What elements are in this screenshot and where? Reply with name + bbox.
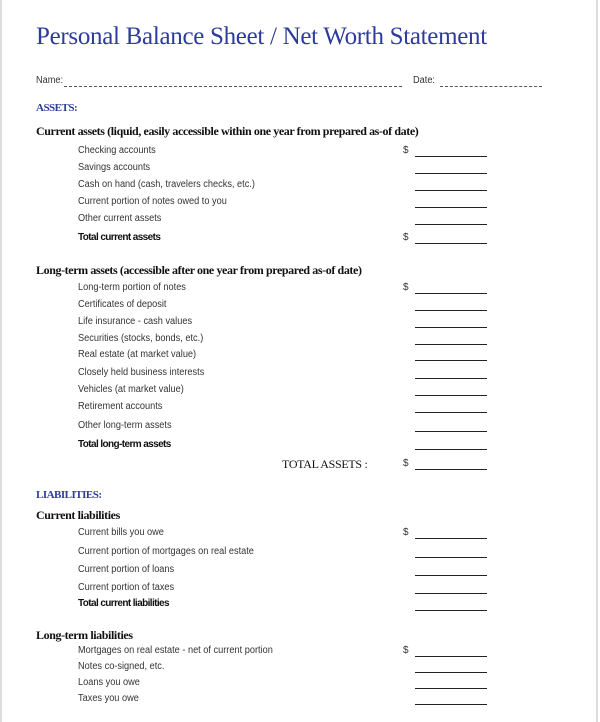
amount-field[interactable] (415, 156, 487, 157)
line-item-label: Loans you owe (78, 677, 140, 688)
current-liabilities-heading: Current liabilities (36, 508, 120, 522)
amount-field[interactable] (415, 360, 487, 361)
amount-field[interactable] (415, 173, 487, 174)
line-item-label: Mortgages on real estate - net of current portion (78, 645, 273, 656)
dollar-sign: $ (403, 458, 409, 469)
line-item-label: Taxes you owe (78, 693, 139, 704)
dollar-sign: $ (403, 145, 409, 156)
amount-field[interactable] (415, 207, 487, 208)
amount-field[interactable] (415, 327, 487, 328)
total-current-assets-field[interactable] (415, 243, 487, 244)
line-item-label: Closely held business interests (78, 367, 205, 378)
dollar-sign: $ (403, 645, 409, 656)
name-field[interactable] (64, 86, 402, 87)
amount-field[interactable] (415, 672, 487, 673)
amount-field[interactable] (415, 575, 487, 576)
dollar-sign: $ (403, 527, 409, 538)
line-item-label: Life insurance - cash values (78, 316, 193, 327)
line-item-label: Cash on hand (cash, travelers checks, etc.) (78, 179, 255, 190)
line-item-label: Securities (stocks, bonds, etc.) (78, 333, 204, 344)
date-label: Date: (413, 75, 435, 86)
amount-field[interactable] (415, 593, 487, 594)
long-term-liabilities-heading: Long-term liabilities (36, 628, 133, 642)
date-field[interactable] (440, 86, 542, 87)
line-item-label: Certificates of deposit (78, 299, 167, 310)
total-assets-label: TOTAL ASSETS : (282, 457, 368, 471)
amount-field[interactable] (415, 704, 487, 705)
line-item-label: Current portion of loans (78, 564, 175, 575)
total-current-liabilities-field[interactable] (415, 610, 487, 611)
line-item-label: Other current assets (78, 213, 162, 224)
line-item-label: Notes co-signed, etc. (78, 661, 165, 672)
line-item-label: Current portion of taxes (78, 582, 175, 593)
line-item-label: Retirement accounts (78, 401, 163, 412)
amount-field[interactable] (415, 557, 487, 558)
total-long-term-assets-label: Total long-term assets (78, 439, 171, 450)
amount-field[interactable] (415, 538, 487, 539)
total-assets-field[interactable] (415, 469, 487, 470)
line-item-label: Checking accounts (78, 145, 156, 156)
amount-field[interactable] (415, 293, 487, 294)
assets-heading: ASSETS: (36, 102, 78, 114)
amount-field[interactable] (415, 190, 487, 191)
amount-field[interactable] (415, 656, 487, 657)
amount-field[interactable] (415, 395, 487, 396)
line-item-label: Current bills you owe (78, 527, 164, 538)
dollar-sign: $ (403, 232, 409, 243)
liabilities-heading: LIABILITIES: (36, 489, 102, 501)
amount-field[interactable] (415, 344, 487, 345)
line-item-label: Long-term portion of notes (78, 282, 186, 293)
long-term-assets-heading: Long-term assets (accessible after one year from prepared as-of date) (36, 263, 362, 277)
current-assets-heading: Current assets (liquid, easily accessible within one year from prepared as-of date) (36, 124, 419, 138)
amount-field[interactable] (415, 310, 487, 311)
amount-field[interactable] (415, 431, 487, 432)
total-long-term-assets-field[interactable] (415, 449, 487, 450)
line-item-label: Other long-term assets (78, 420, 172, 431)
page-title: Personal Balance Sheet / Net Worth Statement (36, 23, 487, 50)
line-item-label: Current portion of notes owed to you (78, 196, 227, 207)
line-item-label: Current portion of mortgages on real estate (78, 546, 254, 557)
total-current-liabilities-label: Total current liabilities (78, 598, 169, 609)
line-item-label: Real estate (at market value) (78, 349, 197, 360)
total-current-assets-label: Total current assets (78, 232, 161, 243)
amount-field[interactable] (415, 378, 487, 379)
dollar-sign: $ (403, 282, 409, 293)
name-label: Name: (36, 75, 64, 86)
line-item-label: Vehicles (at market value) (78, 384, 184, 395)
amount-field[interactable] (415, 688, 487, 689)
amount-field[interactable] (415, 412, 487, 413)
line-item-label: Savings accounts (78, 162, 151, 173)
amount-field[interactable] (415, 224, 487, 225)
